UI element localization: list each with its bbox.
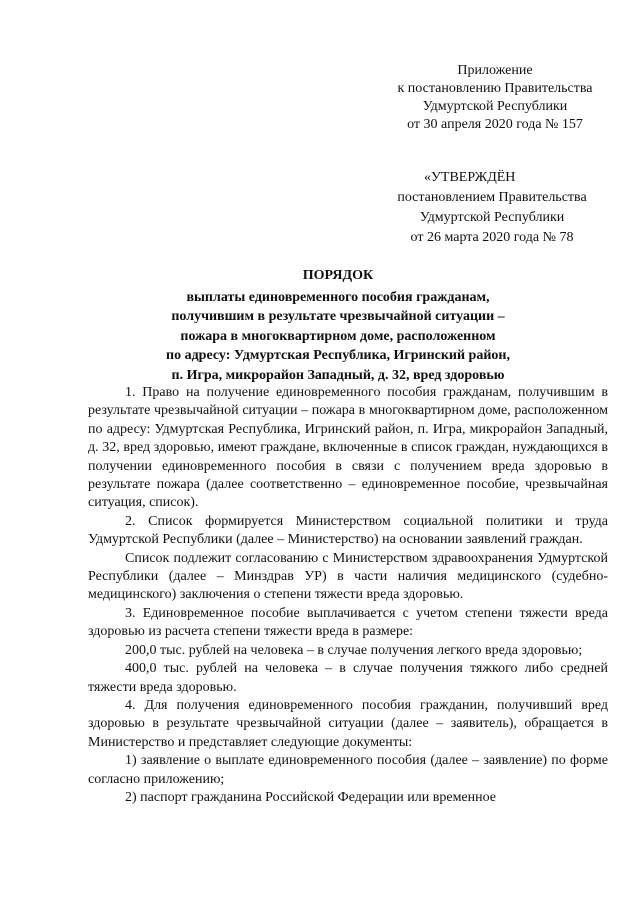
title-line: по адресу: Удмуртская Республика, Игринский район, [166, 348, 510, 363]
title-line: получившим в результате чрезвычайной ситуации – [171, 309, 505, 324]
title-main: ПОРЯДОК [302, 268, 374, 283]
paragraph: 1) заявление о выплате единовременного пособия (далее – заявление) по форме согласно приложению; [88, 753, 608, 787]
annex-line: Удмуртской Республики [422, 99, 568, 114]
title-line: п. Игра, микрорайон Западный, д. 32, вред здоровью [171, 367, 505, 383]
approval-line: постановлением Правительства [397, 190, 587, 205]
paragraph: 200,0 тыс. рублей на человека – в случае получения легкого вреда здоровью; [125, 642, 583, 658]
approval-line: «УТВЕРЖДЁН [424, 170, 516, 185]
annex-block [380, 62, 610, 134]
document-body [88, 384, 608, 807]
paragraph: 3. Единовременное пособие выплачивается с учетом степени тяжести вреда здоровью из расчета степени тяжести вреда в размере: [88, 605, 608, 640]
annex-line: к постановлению Правительства [397, 81, 593, 96]
paragraph: Список подлежит согласованию с Министерством здравоохранения Удмуртской Республики (далее – Минздрав УР) в части наличия медицинского (судебно-медицинского) заключения о степени тяжести вреда здоровью. [88, 550, 608, 603]
approval-block [372, 168, 612, 248]
annex-line: Приложение [457, 63, 533, 78]
paragraph: 4. Для получения единовременного пособия гражданин, получивший вред здоровью в результате чрезвычайной ситуации (далее – заявитель), обращается в Министерство и представляет следующие документы: [88, 697, 608, 750]
approval-line: от 26 марта 2020 года № 78 [410, 230, 574, 245]
document-title [88, 266, 588, 385]
title-line: выплаты единовременного пособия гражданам, [186, 289, 490, 305]
title-line: пожара в многоквартирном доме, расположенном [180, 328, 496, 344]
paragraph: 1. Право на получение единовременного пособия гражданам, получившим в результате чрезвычайной ситуации – пожара в многоквартирном доме, расположенном по адресу: Удмуртская Республика, Игринский район, п. Игра, микрорайон Западный, д. 32, вред здоровью, имеют граждане, включенные в список граждан, нуждающихся в получении единовременного пособия в связи с получением вреда здоровью в результате пожара (далее соответственно – единовременное пособие, чрезвычайная ситуация, список). [88, 385, 608, 511]
paragraph: 400,0 тыс. рублей на человека – в случае получения тяжкого либо средней тяжести вреда здоровью. [88, 661, 608, 695]
approval-line: Удмуртской Республики [419, 210, 565, 225]
paragraph: 2) паспорт гражданина Российской Федерации или временное [125, 789, 497, 805]
paragraph: 2. Список формируется Министерством социальной политики и труда Удмуртской Республики (далее – Министерство) на основании заявлений граждан. [88, 513, 608, 548]
annex-line: от 30 апреля 2020 года № 157 [407, 117, 583, 132]
